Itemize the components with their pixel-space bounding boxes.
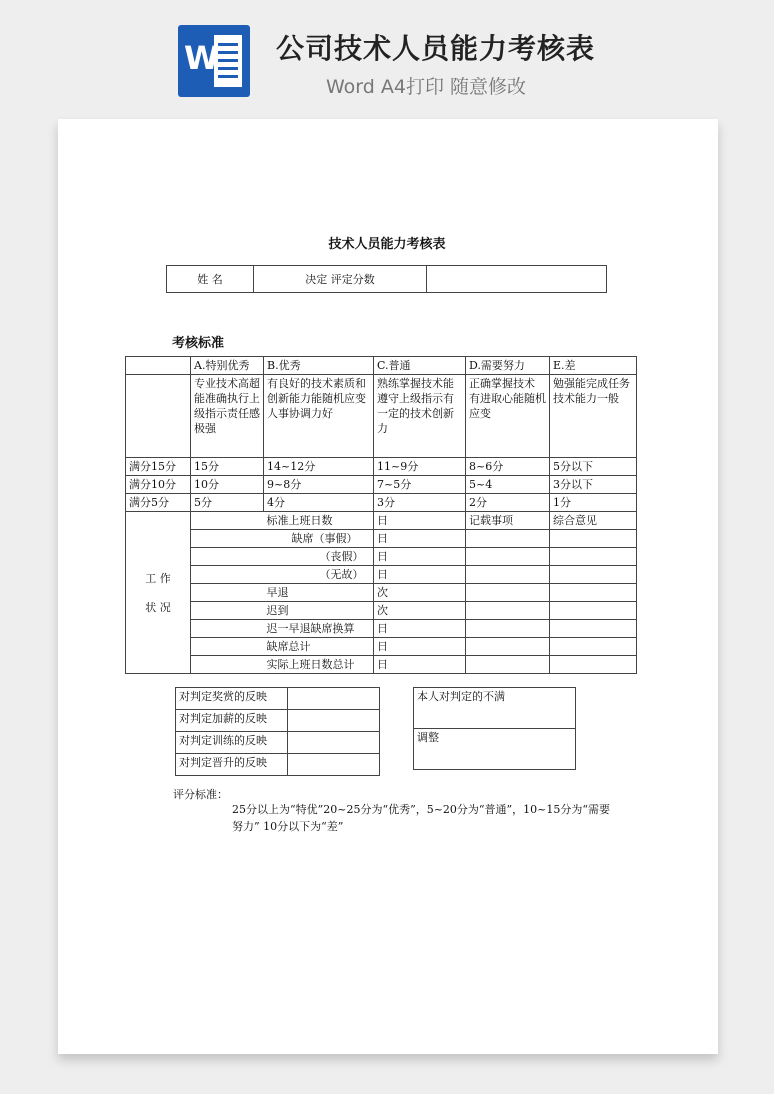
score-cell: 3分以下 bbox=[550, 476, 637, 494]
grade-b-desc: 有良好的技术素质和创新能力能随机应变人事协调力好 bbox=[264, 375, 374, 458]
score-cell: 5分 bbox=[191, 494, 264, 512]
work-row bbox=[126, 584, 637, 602]
grade-d-header: D.需要努力 bbox=[466, 357, 550, 375]
work-status-label bbox=[126, 512, 191, 674]
record-cell[interactable] bbox=[466, 548, 550, 566]
corner-cell bbox=[126, 357, 191, 375]
work-item: 迟到 bbox=[264, 602, 374, 620]
reaction-value[interactable] bbox=[288, 754, 380, 776]
score-cell: 4分 bbox=[264, 494, 374, 512]
record-cell[interactable] bbox=[466, 584, 550, 602]
work-unit: 日 bbox=[374, 548, 466, 566]
blank-cell bbox=[191, 620, 264, 638]
work-item: 早退 bbox=[264, 584, 374, 602]
record-cell[interactable] bbox=[466, 530, 550, 548]
grade-a-header: A.特别优秀 bbox=[191, 357, 264, 375]
work-item: 缺席（事假） bbox=[264, 530, 374, 548]
reaction-value[interactable] bbox=[288, 710, 380, 732]
criteria-table bbox=[125, 356, 637, 674]
work-item: 缺席总计 bbox=[264, 638, 374, 656]
score-decision-label: 决定 评定分数 bbox=[254, 266, 427, 293]
score-row-5 bbox=[126, 494, 637, 512]
header-subtitle: Word A4打印 随意修改 bbox=[326, 76, 527, 98]
work-item: 标准上班日数 bbox=[264, 512, 374, 530]
name-score-table bbox=[166, 265, 607, 293]
grade-a-desc: 专业技术高超 能准确执行上级指示责任感极强 bbox=[191, 375, 264, 458]
score-value-cell[interactable] bbox=[427, 266, 607, 293]
work-unit: 日 bbox=[374, 638, 466, 656]
reaction-label: 对判定奖赏的反映 bbox=[176, 688, 288, 710]
word-logo-icon bbox=[178, 25, 250, 97]
logo-letter: W bbox=[184, 39, 220, 77]
work-item: （丧假） bbox=[264, 548, 374, 566]
dissatisfaction-table bbox=[413, 687, 576, 770]
work-unit: 次 bbox=[374, 602, 466, 620]
reaction-table bbox=[175, 687, 380, 776]
work-row bbox=[126, 530, 637, 548]
opinion-cell[interactable] bbox=[550, 548, 637, 566]
grade-c-header: C.普通 bbox=[374, 357, 466, 375]
opinion-cell[interactable] bbox=[550, 530, 637, 548]
document-title: 技术人员能力考核表 bbox=[328, 237, 446, 252]
blank-cell bbox=[191, 584, 264, 602]
score-row-label: 满分15分 bbox=[126, 458, 191, 476]
reaction-value[interactable] bbox=[288, 732, 380, 754]
grade-d-desc: 正确掌握技术 有进取心能随机应变 bbox=[466, 375, 550, 458]
grade-e-desc: 勉强能完成任务 技术能力一般 bbox=[550, 375, 637, 458]
work-unit: 日 bbox=[374, 620, 466, 638]
score-row-10 bbox=[126, 476, 637, 494]
blank-cell bbox=[191, 530, 264, 548]
opinion-cell[interactable] bbox=[550, 620, 637, 638]
record-cell[interactable] bbox=[466, 602, 550, 620]
header-title: 公司技术人员能力考核表 bbox=[276, 32, 596, 65]
opinion-cell[interactable] bbox=[550, 656, 637, 674]
score-cell: 8~6分 bbox=[466, 458, 550, 476]
opinion-cell[interactable] bbox=[550, 638, 637, 656]
blank-cell bbox=[191, 548, 264, 566]
reaction-value[interactable] bbox=[288, 688, 380, 710]
opinion-header: 综合意见 bbox=[550, 512, 637, 530]
score-cell: 11~9分 bbox=[374, 458, 466, 476]
score-cell: 7~5分 bbox=[374, 476, 466, 494]
adjust-cell[interactable]: 调整 bbox=[414, 729, 576, 770]
work-item: （无故） bbox=[264, 566, 374, 584]
work-unit: 日 bbox=[374, 566, 466, 584]
work-row bbox=[126, 620, 637, 638]
page-header bbox=[0, 0, 774, 118]
blank-cell bbox=[191, 602, 264, 620]
reaction-label: 对判定训练的反映 bbox=[176, 732, 288, 754]
score-cell: 5分以下 bbox=[550, 458, 637, 476]
work-item: 迟一早退缺席换算 bbox=[264, 620, 374, 638]
work-row bbox=[126, 656, 637, 674]
blank-cell bbox=[191, 656, 264, 674]
reaction-label: 对判定加薪的反映 bbox=[176, 710, 288, 732]
score-cell: 10分 bbox=[191, 476, 264, 494]
work-row bbox=[126, 638, 637, 656]
grade-b-header: B.优秀 bbox=[264, 357, 374, 375]
score-row-label: 满分10分 bbox=[126, 476, 191, 494]
blank-cell bbox=[191, 566, 264, 584]
reaction-label: 对判定晋升的反映 bbox=[176, 754, 288, 776]
work-label-line-1: 工 作 bbox=[145, 571, 171, 585]
work-row bbox=[126, 602, 637, 620]
blank-cell bbox=[191, 512, 264, 530]
work-unit: 日 bbox=[374, 512, 466, 530]
desc-label-cell bbox=[126, 375, 191, 458]
score-cell: 2分 bbox=[466, 494, 550, 512]
record-cell[interactable] bbox=[466, 656, 550, 674]
record-header: 记载事项 bbox=[466, 512, 550, 530]
record-cell[interactable] bbox=[466, 638, 550, 656]
score-criteria-text: 25分以上为“特优”20~25分为“优秀”，5~20分为“普通”，10~15分为“需要努力” 10分以下为“差” bbox=[232, 803, 610, 833]
score-cell: 1分 bbox=[550, 494, 637, 512]
record-cell[interactable] bbox=[466, 620, 550, 638]
work-label-line-2: 状 况 bbox=[145, 600, 171, 614]
record-cell[interactable] bbox=[466, 566, 550, 584]
score-cell: 5~4 bbox=[466, 476, 550, 494]
work-unit: 日 bbox=[374, 656, 466, 674]
score-cell: 3分 bbox=[374, 494, 466, 512]
score-cell: 15分 bbox=[191, 458, 264, 476]
section-title: 考核标准 bbox=[172, 336, 225, 351]
opinion-cell[interactable] bbox=[550, 566, 637, 584]
work-unit: 日 bbox=[374, 530, 466, 548]
dissatisfaction-cell[interactable]: 本人对判定的不满 bbox=[414, 688, 576, 729]
work-row bbox=[126, 512, 637, 530]
grade-c-desc: 熟练掌握技术能遵守上级指示有一定的技术创新力 bbox=[374, 375, 466, 458]
work-item: 实际上班日数总计 bbox=[264, 656, 374, 674]
opinion-cell[interactable] bbox=[550, 602, 637, 620]
name-label: 姓 名 bbox=[167, 266, 254, 293]
work-unit: 次 bbox=[374, 584, 466, 602]
score-row-label: 满分5分 bbox=[126, 494, 191, 512]
score-row-15 bbox=[126, 458, 637, 476]
opinion-cell[interactable] bbox=[550, 584, 637, 602]
blank-cell bbox=[191, 638, 264, 656]
score-criteria-label: 评分标准： bbox=[173, 788, 228, 801]
grade-e-header: E.差 bbox=[550, 357, 637, 375]
score-cell: 9~8分 bbox=[264, 476, 374, 494]
score-cell: 14~12分 bbox=[264, 458, 374, 476]
work-row bbox=[126, 566, 637, 584]
work-row bbox=[126, 548, 637, 566]
